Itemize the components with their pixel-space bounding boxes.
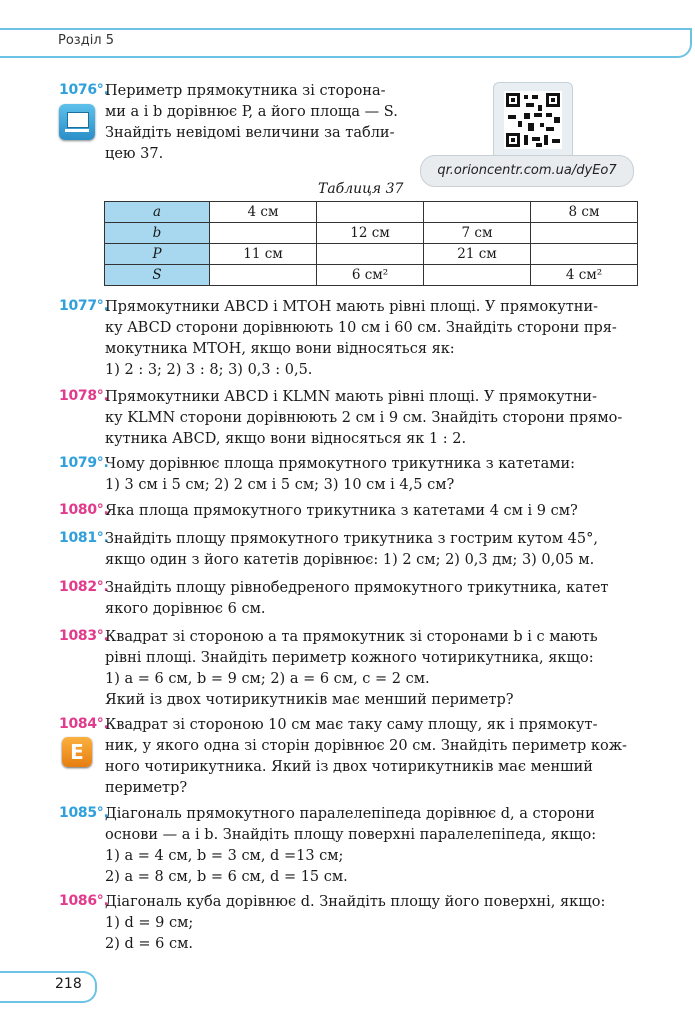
- problem-text: [105, 715, 635, 799]
- problem-text: [105, 454, 635, 496]
- text-line: периметр?: [105, 780, 188, 796]
- text-line: ку ABCD сторони дорівнюють 10 см і 60 см. Знайдіть сторони пря-: [105, 320, 617, 336]
- problem-number: 1082°.: [59, 579, 109, 595]
- text-line: мокутника MTOH, якщо вони відносяться як:: [105, 341, 455, 357]
- cell: [424, 202, 531, 223]
- cell: 11 см: [210, 244, 317, 265]
- text-line: Чому дорівнює площа прямокутного трикутника з катетами:: [105, 456, 576, 472]
- problem-text: [105, 501, 635, 522]
- cell: 6 см²: [317, 265, 424, 286]
- problem-number: 1080°.: [59, 502, 109, 518]
- cell: 21 см: [424, 244, 531, 265]
- text-line: 1) 3 см і 5 см; 2) 2 см і 5 см; 3) 10 см і 4,5 см?: [105, 477, 455, 493]
- cell: [317, 202, 424, 223]
- problem-number: 1085°.: [59, 805, 109, 821]
- problem-number: 1076°.: [59, 82, 109, 98]
- cell: [424, 265, 531, 286]
- text-line: 1) a = 4 см, b = 3 см, d =13 см;: [105, 848, 344, 864]
- text-line: основи — a і b. Знайдіть площу поверхні паралелепіпеда, якщо:: [105, 827, 597, 843]
- page-number: 218: [55, 976, 82, 992]
- text-line: ку KLMN сторони дорівнюють 2 см і 9 см. Знайдіть сторони прямо-: [105, 410, 623, 426]
- qr-code-icon: [493, 82, 573, 162]
- problem-number: 1083°.: [59, 628, 109, 644]
- cell: 8 см: [531, 202, 638, 223]
- text-line: ного чотирикутника. Який із двох чотирикутників має менший: [105, 759, 593, 775]
- table-row: [105, 202, 638, 223]
- cell: 4 см: [210, 202, 317, 223]
- table-caption: Таблиця 37: [318, 181, 404, 197]
- problem-text: [105, 804, 635, 888]
- text-line: рівні площі. Знайдіть периметр кожного чотирикутника, якщо:: [105, 650, 594, 666]
- row-head: a: [105, 202, 210, 223]
- problem-number: 1079°.: [59, 455, 109, 471]
- text-line: кутника ABCD, якщо вони відносяться як 1 : 2.: [105, 431, 467, 447]
- problem-text: [105, 81, 425, 165]
- text-line: 1) 2 : 3; 2) 3 : 8; 3) 0,3 : 0,5.: [105, 362, 313, 378]
- section-title: Розділ 5: [58, 33, 115, 48]
- cell: [531, 244, 638, 265]
- table-row: [105, 223, 638, 244]
- text-line: 2) a = 8 см, b = 6 см, d = 15 см.: [105, 869, 348, 885]
- text-line: Знайдіть площу рівнобедреного прямокутного трикутника, катет: [105, 580, 609, 596]
- problem-text: [105, 578, 635, 620]
- problem-number: 1086°.: [59, 893, 109, 909]
- text-line: Яка площа прямокутного трикутника з катетами 4 см і 9 см?: [105, 503, 578, 519]
- cell: [531, 223, 638, 244]
- text-line: Діагональ куба дорівнює d. Знайдіть площу його поверхні, якщо:: [105, 894, 606, 910]
- problem-text: [105, 387, 635, 450]
- row-head: b: [105, 223, 210, 244]
- text-line: Периметр прямокутника зі сторона-: [105, 83, 386, 99]
- page-number-frame: [0, 971, 97, 1003]
- text-line: Квадрат зі стороною a та прямокутник зі сторонами b і c мають: [105, 629, 598, 645]
- text-line: 1) a = 6 см, b = 9 см; 2) a = 6 см, c = 2 см.: [105, 671, 430, 687]
- problem-text: [105, 529, 635, 571]
- table-row: [105, 244, 638, 265]
- text-line: Прямокутники ABCD і KLMN мають рівні площі. У прямокутни-: [105, 389, 597, 405]
- computer-icon: [59, 104, 95, 140]
- problem-number: 1077°.: [59, 298, 109, 314]
- problem-text: [105, 892, 635, 955]
- problem-number: 1078°.: [59, 388, 109, 404]
- table-row: [105, 265, 638, 286]
- text-line: ми a і b дорівнює P, а його площа — S.: [105, 104, 398, 120]
- text-line: Прямокутники ABCD і MTOH мають рівні площі. У прямокутни-: [105, 299, 599, 315]
- problem-text: [105, 297, 635, 381]
- row-head: S: [105, 265, 210, 286]
- text-line: Знайдіть невідомі величини за табли-: [105, 125, 395, 141]
- text-line: цею 37.: [105, 146, 164, 162]
- row-head: P: [105, 244, 210, 265]
- qr-link[interactable]: qr.orioncentr.com.ua/dyEo7: [420, 155, 634, 187]
- cell: [317, 244, 424, 265]
- text-line: Який із двох чотирикутників має менший периметр?: [105, 692, 514, 708]
- cell: 4 см²: [531, 265, 638, 286]
- e-badge-icon: E: [62, 737, 92, 767]
- table-37: [104, 201, 638, 286]
- cell: 12 см: [317, 223, 424, 244]
- text-line: ник, у якого одна зі сторін дорівнює 20 см. Знайдіть периметр кож-: [105, 738, 627, 754]
- cell: [210, 223, 317, 244]
- text-line: Знайдіть площу прямокутного трикутника з гострим кутом 45°,: [105, 531, 598, 547]
- text-line: Діагональ прямокутного паралелепіпеда дорівнює d, а сторони: [105, 806, 595, 822]
- text-line: 2) d = 6 см.: [105, 936, 193, 952]
- text-line: 1) d = 9 см;: [105, 915, 194, 931]
- problem-number: 1081°.: [59, 530, 109, 546]
- text-line: якого дорівнює 6 см.: [105, 601, 266, 617]
- cell: [210, 265, 317, 286]
- problem-number: 1084°.: [59, 716, 109, 732]
- text-line: Квадрат зі стороною 10 см має таку саму площу, як і прямокут-: [105, 717, 598, 733]
- text-line: якщо один з його катетів дорівнює: 1) 2 см; 2) 0,3 дм; 3) 0,05 м.: [105, 552, 595, 568]
- cell: 7 см: [424, 223, 531, 244]
- problem-text: [105, 627, 635, 711]
